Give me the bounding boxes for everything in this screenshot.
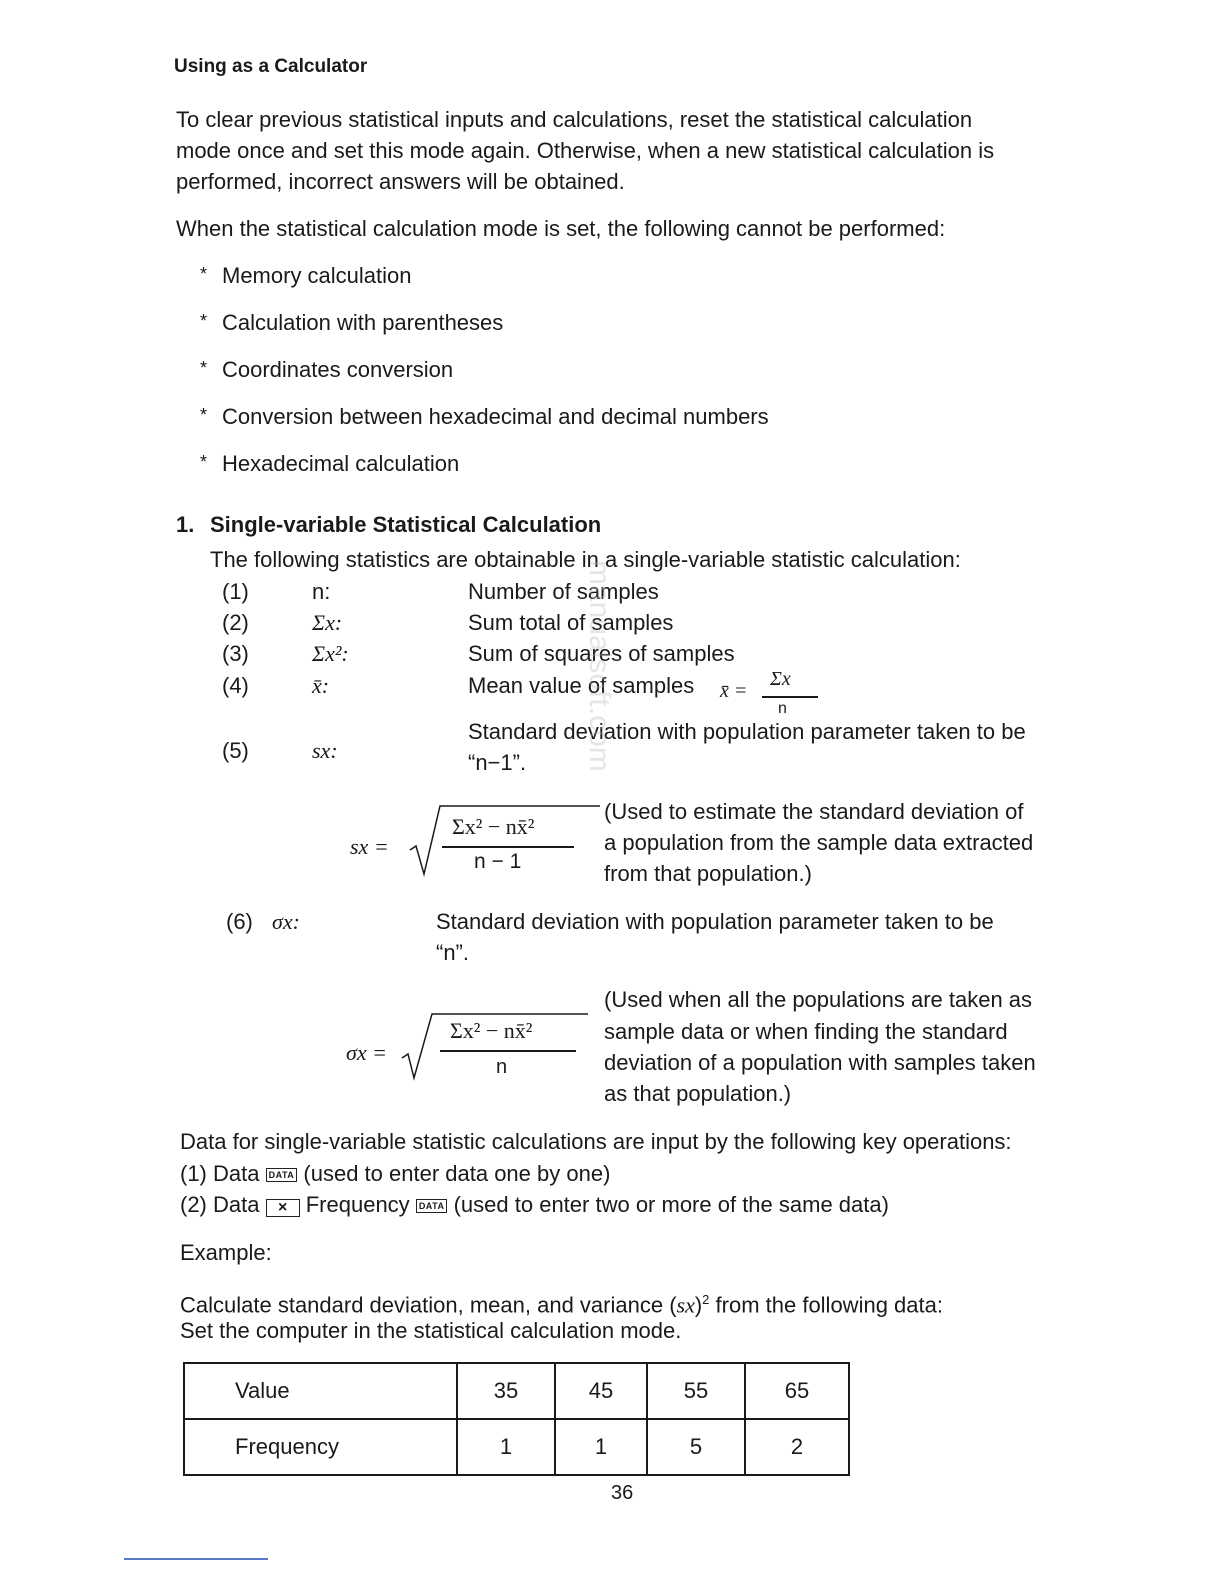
item-number: (5) [222, 738, 249, 763]
example-line-2: Set the computer in the statistical calculation mode. [180, 1318, 682, 1343]
example-text-b: ) [694, 1292, 703, 1318]
section-number: 1. [176, 512, 195, 537]
example-superscript: 2 [702, 1292, 710, 1307]
data-table [183, 1362, 850, 1476]
restriction-item: Calculation with parentheses [222, 310, 504, 335]
mean-formula-lhs: x̄ = [720, 680, 748, 702]
table-cell: 1 [457, 1419, 555, 1475]
fraction-bar [762, 696, 818, 698]
sigmax-formula-denominator: n [496, 1056, 508, 1078]
item-number: (3) [222, 641, 249, 666]
intro-line-2: mode once and set this mode again. Otherwise, when a new statistical calculation is [176, 138, 995, 163]
item-description: Sum total of samples [468, 610, 674, 635]
sx-formula-denominator: n − 1 [474, 850, 522, 873]
table-row-label: Frequency [184, 1419, 457, 1475]
example-symbol: sx [676, 1292, 695, 1318]
note-line: deviation of a population with samples taken [604, 1050, 1036, 1075]
intro-line-1: To clear previous statistical inputs and calculations, reset the statistical calculation [176, 107, 973, 132]
table-cell: 45 [555, 1363, 647, 1419]
restriction-item: Coordinates conversion [222, 357, 454, 382]
page-number: 36 [611, 1482, 634, 1504]
bullet-star-icon: * [200, 311, 208, 331]
sx-formula-lhs: sx = [350, 834, 389, 859]
item-symbol: x̄: [312, 673, 330, 698]
table-cell: 5 [647, 1419, 745, 1475]
mean-formula-numerator: Σx [770, 668, 791, 690]
section-title: Single-variable Statistical Calculation [210, 512, 602, 537]
item-description: Mean value of samples [468, 673, 695, 698]
restriction-item: Hexadecimal calculation [222, 451, 460, 476]
bullet-star-icon: * [200, 452, 208, 472]
item-description: “n−1”. [468, 750, 527, 775]
item-description: Number of samples [468, 579, 659, 604]
fraction-bar [440, 1050, 576, 1052]
item-description: Sum of squares of samples [468, 641, 735, 666]
table-cell: 1 [555, 1419, 647, 1475]
watermark: manualsoft.com [583, 560, 616, 772]
bullet-star-icon: * [200, 358, 208, 378]
note-line: (Used when all the populations are taken as [604, 987, 1033, 1012]
restriction-item: Conversion between hexadecimal and decimal numbers [222, 404, 769, 429]
fraction-bar [442, 846, 574, 848]
example-label: Example: [180, 1240, 272, 1265]
bottom-rule [124, 1558, 268, 1560]
item-symbol: n: [312, 579, 331, 604]
table-row-label: Value [184, 1363, 457, 1419]
op1-suffix: (used to enter data one by one) [303, 1161, 611, 1186]
item-description: Standard deviation with population parameter taken to be [436, 909, 994, 934]
sx-formula-numerator: Σx² − nx̄² [452, 814, 535, 839]
data-key-icon: DATA [266, 1168, 298, 1182]
table-row [184, 1363, 849, 1419]
intro-paragraph-2: When the statistical calculation mode is set, the following cannot be performed: [176, 216, 946, 241]
note-line: (Used to estimate the standard deviation of [604, 799, 1024, 824]
table-cell: 2 [745, 1419, 849, 1475]
table-row [184, 1419, 849, 1475]
note-line: a population from the sample data extracted [604, 830, 1034, 855]
op2-mid: Frequency [305, 1192, 410, 1217]
op2-suffix: (used to enter two or more of the same data) [453, 1192, 889, 1217]
item-number: (1) [222, 579, 249, 604]
mean-formula-denominator: n [778, 700, 787, 717]
sigmax-formula-lhs: σx = [346, 1040, 387, 1065]
input-ops-lead: Data for single-variable statistic calculations are input by the following key operations: [180, 1129, 1012, 1154]
table-cell: 65 [745, 1363, 849, 1419]
op1-prefix: (1) Data [180, 1161, 260, 1186]
item-number: (6) [226, 909, 253, 934]
example-text-a: Calculate standard deviation, mean, and variance ( [180, 1292, 677, 1318]
item-symbol: Σx: [312, 610, 343, 635]
data-key-icon: DATA [416, 1199, 448, 1213]
input-op-2 [180, 1189, 889, 1220]
item-description: “n”. [436, 940, 469, 965]
section-header: Using as a Calculator [174, 56, 368, 77]
input-op-1 [180, 1158, 610, 1189]
section-lead: The following statistics are obtainable in a single-variable statistic calculation: [210, 547, 961, 572]
bullet-star-icon: * [200, 264, 208, 284]
bullet-star-icon: * [200, 405, 208, 425]
intro-line-3: performed, incorrect answers will be obtained. [176, 169, 625, 194]
op2-prefix: (2) Data [180, 1192, 260, 1217]
item-symbol: Σx²: [312, 641, 349, 666]
item-number: (2) [222, 610, 249, 635]
table-cell: 55 [647, 1363, 745, 1419]
sigmax-formula-numerator: Σx² − nx̄² [450, 1018, 533, 1043]
item-number: (4) [222, 673, 249, 698]
note-line: from that population.) [604, 861, 812, 886]
item-symbol: sx: [312, 738, 338, 763]
note-line: sample data or when finding the standard [604, 1019, 1008, 1044]
table-cell: 35 [457, 1363, 555, 1419]
note-line: as that population.) [604, 1081, 792, 1106]
multiply-key-icon: × [266, 1199, 300, 1217]
restriction-item: Memory calculation [222, 263, 412, 288]
item-description: Standard deviation with population parameter taken to be [468, 719, 1026, 744]
item-symbol: σx: [272, 909, 300, 934]
example-text-c: from the following data: [709, 1292, 943, 1318]
